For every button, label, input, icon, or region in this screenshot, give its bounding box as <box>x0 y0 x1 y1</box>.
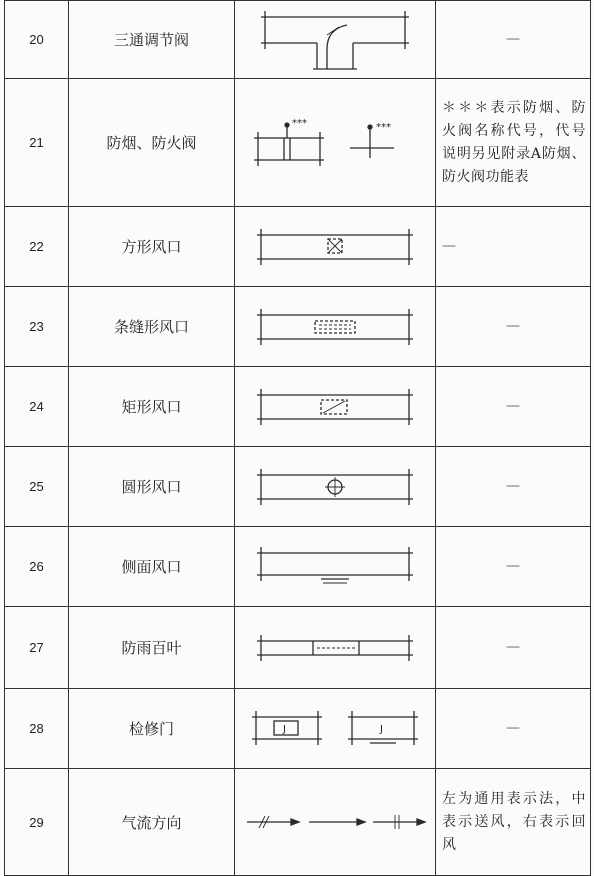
row-number: 26 <box>5 527 69 607</box>
table-row <box>5 367 591 447</box>
table-row <box>5 79 591 207</box>
symbol-note: — <box>436 367 591 447</box>
side-diffuser-symbol <box>235 527 436 607</box>
tee-damper-symbol <box>235 1 436 79</box>
symbol-name: 检修门 <box>69 689 235 769</box>
symbol-name: 方形风口 <box>69 207 235 287</box>
symbol-note: — <box>436 527 591 607</box>
row-number: 28 <box>5 689 69 769</box>
table-row <box>5 607 591 689</box>
round-diffuser-symbol <box>235 447 436 527</box>
table-row <box>5 207 591 287</box>
symbol-name: 防烟、防火阀 <box>69 79 235 207</box>
row-number: 23 <box>5 287 69 367</box>
airflow-direction-symbol <box>235 769 436 876</box>
table-row <box>5 1 591 79</box>
table-row <box>5 287 591 367</box>
row-number: 27 <box>5 607 69 689</box>
symbol-note: ＊＊＊表示防烟、防火阀名称代号，代号说明另见附录A防烟、防火阀功能表 <box>436 79 591 207</box>
symbol-name: 圆形风口 <box>69 447 235 527</box>
symbol-note: 左为通用表示法，中表示送风，右表示回风 <box>436 769 591 876</box>
table-row <box>5 689 591 769</box>
symbol-name: 侧面风口 <box>69 527 235 607</box>
symbol-name: 矩形风口 <box>69 367 235 447</box>
rectangular-diffuser-symbol <box>235 367 436 447</box>
svg-text:***: *** <box>292 117 307 129</box>
symbol-name: 条缝形风口 <box>69 287 235 367</box>
svg-text:J: J <box>380 723 383 735</box>
hvac-symbol-table <box>4 0 591 876</box>
row-number: 29 <box>5 769 69 876</box>
svg-text:J: J <box>283 723 286 735</box>
smoke-fire-damper-symbol <box>235 79 436 207</box>
symbol-note: — <box>436 607 591 689</box>
symbol-name: 防雨百叶 <box>69 607 235 689</box>
symbol-name: 气流方向 <box>69 769 235 876</box>
table-row <box>5 769 591 876</box>
table-row <box>5 527 591 607</box>
square-diffuser-symbol <box>235 207 436 287</box>
symbol-note: — <box>436 689 591 769</box>
svg-text:***: *** <box>376 121 391 133</box>
symbol-name: 三通调节阀 <box>69 1 235 79</box>
symbol-note: — <box>436 1 591 79</box>
row-number: 20 <box>5 1 69 79</box>
symbol-note: — <box>436 207 591 287</box>
row-number: 24 <box>5 367 69 447</box>
symbol-note: — <box>436 287 591 367</box>
row-number: 22 <box>5 207 69 287</box>
row-number: 25 <box>5 447 69 527</box>
slot-diffuser-symbol <box>235 287 436 367</box>
row-number: 21 <box>5 79 69 207</box>
symbol-note: — <box>436 447 591 527</box>
access-door-symbol <box>235 689 436 769</box>
rainproof-louver-symbol <box>235 607 436 689</box>
table-row <box>5 447 591 527</box>
